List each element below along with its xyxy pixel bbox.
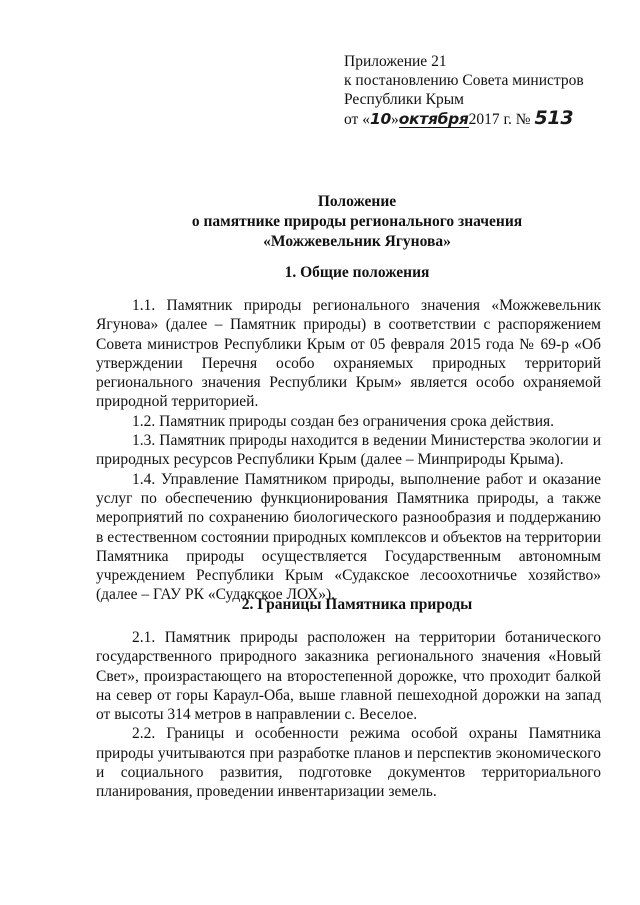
section-1-heading: 1. Общие положения xyxy=(284,264,430,281)
document-title xyxy=(96,192,618,252)
approval-line-3: Республики Крым xyxy=(344,91,464,108)
day-close: » xyxy=(390,111,399,128)
date-prefix: от « xyxy=(344,111,370,128)
section-1-body xyxy=(96,296,601,605)
handwritten-day: 10 xyxy=(369,110,391,128)
handwritten-number: 513 xyxy=(534,107,574,129)
approval-date-line xyxy=(344,109,584,129)
paragraph-1-2: 1.2. Памятник природы создан без ограничения срока действия. xyxy=(132,412,554,430)
handwritten-month: октября xyxy=(398,110,469,128)
approval-line-2: к постановлению Совета министров xyxy=(344,72,584,89)
title-line-3: «Можжевельник Ягунова» xyxy=(263,233,451,250)
paragraph-2-2: 2.2. Границы и особенности режима особой охраны Памятника природы учитываются при разработке планов и перспектив экономического и социального развития, подготовке документов территориального планирования, проведении инвентаризации земель. xyxy=(96,725,601,801)
approval-stamp xyxy=(344,52,584,129)
section-2-body xyxy=(96,628,601,802)
paragraph-2-1: 2.1. Памятник природы расположен на территории ботанического государственного природного заказника регионального значения «Новый Свет», произрастающего на второстепенной дорожке, что проходит балкой на север от горы Караул-Оба, выше главной пешеходной дорожки на запад от высоты 314 метров в направлении с. Веселое. xyxy=(96,629,601,724)
date-year: 2017 г. № xyxy=(468,111,531,128)
section-2-heading: 2. Границы Памятника природы xyxy=(241,596,473,613)
paragraph-1-4: 1.4. Управление Памятником природы, выполнение работ и оказание услуг по обеспечению функционирования Памятника природы, а также мероприятий по сохранению биологического разнообразия и поддержанию в естественном состоянии природных комплексов и объектов на территории Памятника природы осуществляется Государственным автономным учреждением Республики Крым «Судакское лесоохотничье хозяйство» (далее – ГАУ РК «Судакское ЛОХ»). xyxy=(96,470,601,604)
title-line-2: о памятнике природы регионального значения xyxy=(191,213,523,230)
paragraph-1-1: 1.1. Памятник природы регионального значения «Можжевельник Ягунова» (далее – Памятник природы) в соответствии с распоряжением Совета министров Республики Крым от 05 февраля 2015 года № 69-р «Об утверждении Перечня особо охраняемых природных территорий регионального значения Республики Крым» является особо охраняемой природной территорией. xyxy=(96,297,601,411)
paragraph-1-3: 1.3. Памятник природы находится в ведении Министерства экологии и природных ресурсов Республики Крым (далее – Минприроды Крыма). xyxy=(96,432,601,469)
title-line-1: Положение xyxy=(317,193,397,210)
approval-line-1: Приложение 21 xyxy=(344,53,447,70)
